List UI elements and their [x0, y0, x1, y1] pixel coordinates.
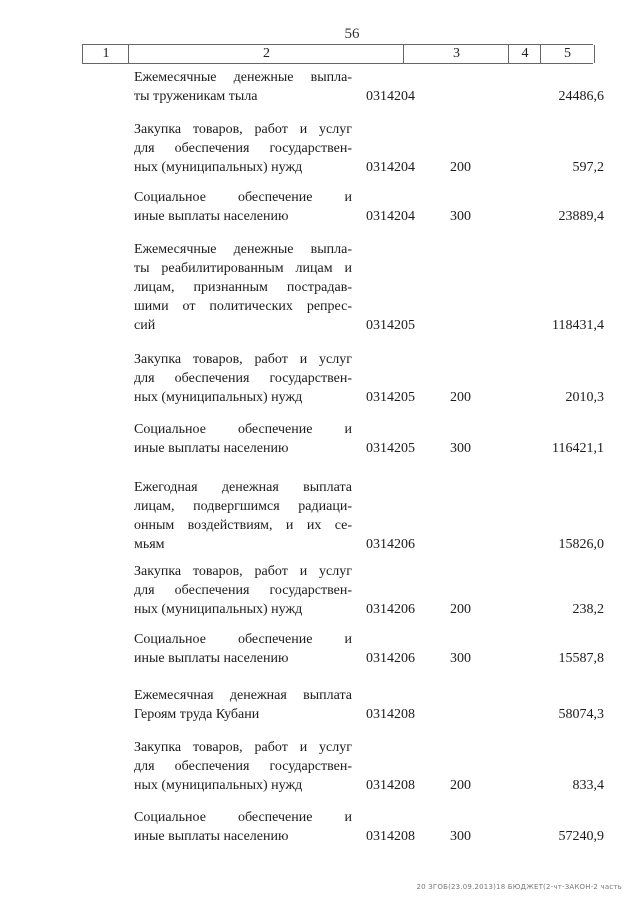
header-col-1: 1	[82, 45, 129, 63]
description-line: для обеспечения государствен-	[134, 583, 352, 598]
header-col-5: 5	[540, 45, 595, 63]
row-expense-type: 300	[450, 209, 471, 224]
row-code: 0314206	[366, 537, 415, 552]
description-line: мьям	[134, 537, 165, 552]
header-col-4: 4	[508, 45, 541, 63]
description-line: для обеспечения государствен-	[134, 141, 352, 156]
description-line: иные выплаты населению	[134, 829, 289, 844]
description-line: ты труженикам тыла	[134, 89, 258, 104]
row-code: 0314208	[366, 829, 415, 844]
row-description	[134, 478, 352, 554]
row-amount: 15826,0	[558, 537, 604, 552]
description-line: Героям труда Кубани	[134, 707, 260, 722]
description-line: Социальное обеспечение и	[134, 190, 352, 205]
footer-file-stamp: 20 ЗГОБ(23.09.2013)18 БЮДЖЕТ(2-чт-ЗАКОН-2 часть	[416, 883, 622, 891]
row-description	[134, 562, 352, 619]
description-line: Ежемесячные денежные выпла-	[134, 242, 352, 257]
row-description	[134, 420, 352, 458]
row-code: 0314208	[366, 707, 415, 722]
description-line: иные выплаты населению	[134, 651, 289, 666]
row-expense-type: 300	[450, 651, 471, 666]
description-line: Ежемесячная денежная выплата	[134, 688, 352, 703]
description-line: онным воздействиям, и их се-	[134, 518, 352, 533]
description-line: иные выплаты населению	[134, 209, 289, 224]
row-expense-type: 300	[450, 829, 471, 844]
description-line: ных (муниципальных) нужд	[134, 778, 303, 793]
row-amount: 58074,3	[558, 707, 604, 722]
header-col-2: 2	[128, 45, 404, 63]
row-amount: 57240,9	[558, 829, 604, 844]
row-code: 0314204	[366, 209, 415, 224]
row-code: 0314205	[366, 318, 415, 333]
description-line: Закупка товаров, работ и услуг	[134, 352, 352, 367]
description-line: иные выплаты населению	[134, 441, 289, 456]
row-expense-type: 300	[450, 441, 471, 456]
description-line: Ежемесячные денежные выпла-	[134, 70, 352, 85]
description-line: Закупка товаров, работ и услуг	[134, 564, 352, 579]
description-line: шими от политических репрес-	[134, 299, 352, 314]
description-line: Ежегодная денежная выплата	[134, 480, 352, 495]
row-amount: 2010,3	[565, 390, 604, 405]
row-expense-type: 200	[450, 602, 471, 617]
row-description	[134, 738, 352, 795]
header-col-3: 3	[403, 45, 509, 63]
row-code: 0314206	[366, 651, 415, 666]
description-line: лицам, подвергшимся радиаци-	[134, 499, 352, 514]
description-line: Социальное обеспечение и	[134, 422, 352, 437]
row-amount: 597,2	[572, 160, 604, 175]
page-number: 56	[344, 26, 360, 42]
row-description	[134, 240, 352, 335]
row-code: 0314206	[366, 602, 415, 617]
row-amount: 15587,8	[558, 651, 604, 666]
row-expense-type: 200	[450, 390, 471, 405]
row-description	[134, 188, 352, 226]
description-line: ты реабилитированным лицам и	[134, 261, 352, 276]
row-expense-type: 200	[450, 160, 471, 175]
row-description	[134, 120, 352, 177]
row-description	[134, 68, 352, 106]
row-amount: 238,2	[572, 602, 604, 617]
row-amount: 118431,4	[552, 318, 604, 333]
row-amount: 24486,6	[558, 89, 604, 104]
row-code: 0314208	[366, 778, 415, 793]
description-line: Социальное обеспечение и	[134, 810, 352, 825]
description-line: лицам, признанным пострадав-	[134, 280, 352, 295]
row-expense-type: 200	[450, 778, 471, 793]
description-line: ных (муниципальных) нужд	[134, 160, 303, 175]
description-line: ных (муниципальных) нужд	[134, 390, 303, 405]
description-line: для обеспечения государствен-	[134, 759, 352, 774]
description-line: Закупка товаров, работ и услуг	[134, 122, 352, 137]
row-code: 0314204	[366, 160, 415, 175]
description-line: Социальное обеспечение и	[134, 632, 352, 647]
row-description	[134, 630, 352, 668]
row-code: 0314205	[366, 441, 415, 456]
row-description	[134, 808, 352, 846]
description-line: сий	[134, 318, 156, 333]
row-description	[134, 686, 352, 724]
row-amount: 833,4	[572, 778, 604, 793]
row-amount: 116421,1	[552, 441, 604, 456]
row-code: 0314205	[366, 390, 415, 405]
row-amount: 23889,4	[558, 209, 604, 224]
description-line: для обеспечения государствен-	[134, 371, 352, 386]
description-line: ных (муниципальных) нужд	[134, 602, 303, 617]
description-line: Закупка товаров, работ и услуг	[134, 740, 352, 755]
row-description	[134, 350, 352, 407]
row-code: 0314204	[366, 89, 415, 104]
